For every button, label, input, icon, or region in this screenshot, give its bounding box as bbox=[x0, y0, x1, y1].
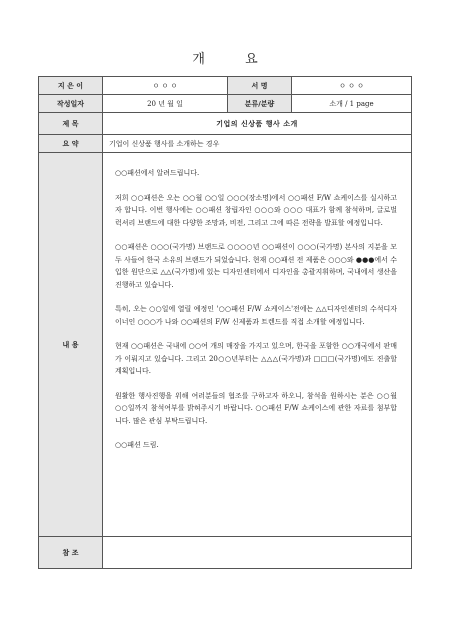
summary-label: 요 약 bbox=[39, 135, 103, 153]
content-paragraph: 현재 ○○패션은 국내에 ○○여 개의 매장을 가지고 있으며, 한국을 포함한 ○○개국에서 판매가 이뤄지고 있습니다. 그리고 20○○년부터는 △△△(국가명)과 □□□(국가명)에도 진출할 계획입니다. bbox=[115, 342, 397, 375]
signature-label: 서 명 bbox=[228, 77, 292, 95]
content-paragraph: ○○패션에서 알려드립니다. bbox=[115, 169, 200, 177]
category-label: 분류/분량 bbox=[228, 95, 292, 113]
content-paragraph: 저희 ○○패션은 오는 ○○월 ○○일 ○○○(장소명)에서 ○○패션 F/W 쇼케이스를 실시하고자 합니다. 이번 행사에는 ○○패션 창립자인 ○○○와 ○○○ 대표가 함께 참석하며, 글로벌 럭셔리 브랜드에 대한 다양한 조망과, 비전, 그리고 그에 따른 전략을 발표할 예정입니다. bbox=[115, 193, 397, 227]
summary-value[interactable]: 기업이 신상품 행사를 소개하는 경우 bbox=[103, 135, 412, 153]
category-value[interactable]: 소개 / 1 page bbox=[292, 95, 412, 113]
content-label: 내 용 bbox=[39, 153, 103, 537]
author-value[interactable]: ㅇ ㅇ ㅇ bbox=[103, 77, 228, 95]
content-paragraph: ○○패션은 ○○○(국가명) 브랜드로 ○○○○년 ○○패션이 ○○○(국가명) 본사의 지분을 모두 사들여 한국 소유의 브랜드가 되었습니다. 현재 ○○패션 전 제품은 ○○○와 ●●●에서 수입한 원단으로 △△(국가명)에 있는 디자인센터에서 디자인을 총괄지휘하며, 국내에서 생산을 진행하고 있습니다. bbox=[115, 243, 397, 289]
author-label: 지 은 이 bbox=[39, 77, 103, 95]
overview-form bbox=[38, 76, 412, 569]
signature-value[interactable]: ㅇ ㅇ ㅇ bbox=[292, 77, 412, 95]
content-paragraph: ○○패션 드림. bbox=[115, 441, 159, 449]
date-value[interactable]: 20 년 월 일 bbox=[103, 95, 228, 113]
content-paragraph: 원활한 행사진행을 위해 여러분들의 협조를 구하고자 하오니, 참석을 원하시는 분은 ○○월 ○○일까지 참석여부를 밝혀주시기 바랍니다. ○○패션 F/W 쇼케이스에 관한 자료를 첨부합니다. 많은 관심 부탁드립니다. bbox=[115, 391, 397, 425]
content-body[interactable] bbox=[103, 153, 412, 537]
reference-value[interactable] bbox=[103, 537, 412, 569]
subject-value[interactable]: 기업의 신상품 행사 소개 bbox=[103, 113, 412, 135]
subject-label: 제 목 bbox=[39, 113, 103, 135]
content-paragraph: 특히, 오는 ○○일에 열릴 예정인 '○○패션 F/W 쇼케이스'전에는 △△디자인센터의 수석디자이너인 ○○○가 나와 ○○패션의 F/W 신제품과 트렌드를 직접 소개할 예정입니다. bbox=[115, 305, 397, 326]
reference-label: 참 조 bbox=[39, 537, 103, 569]
date-label: 작성일자 bbox=[39, 95, 103, 113]
document-title: 개 요 bbox=[192, 52, 276, 67]
